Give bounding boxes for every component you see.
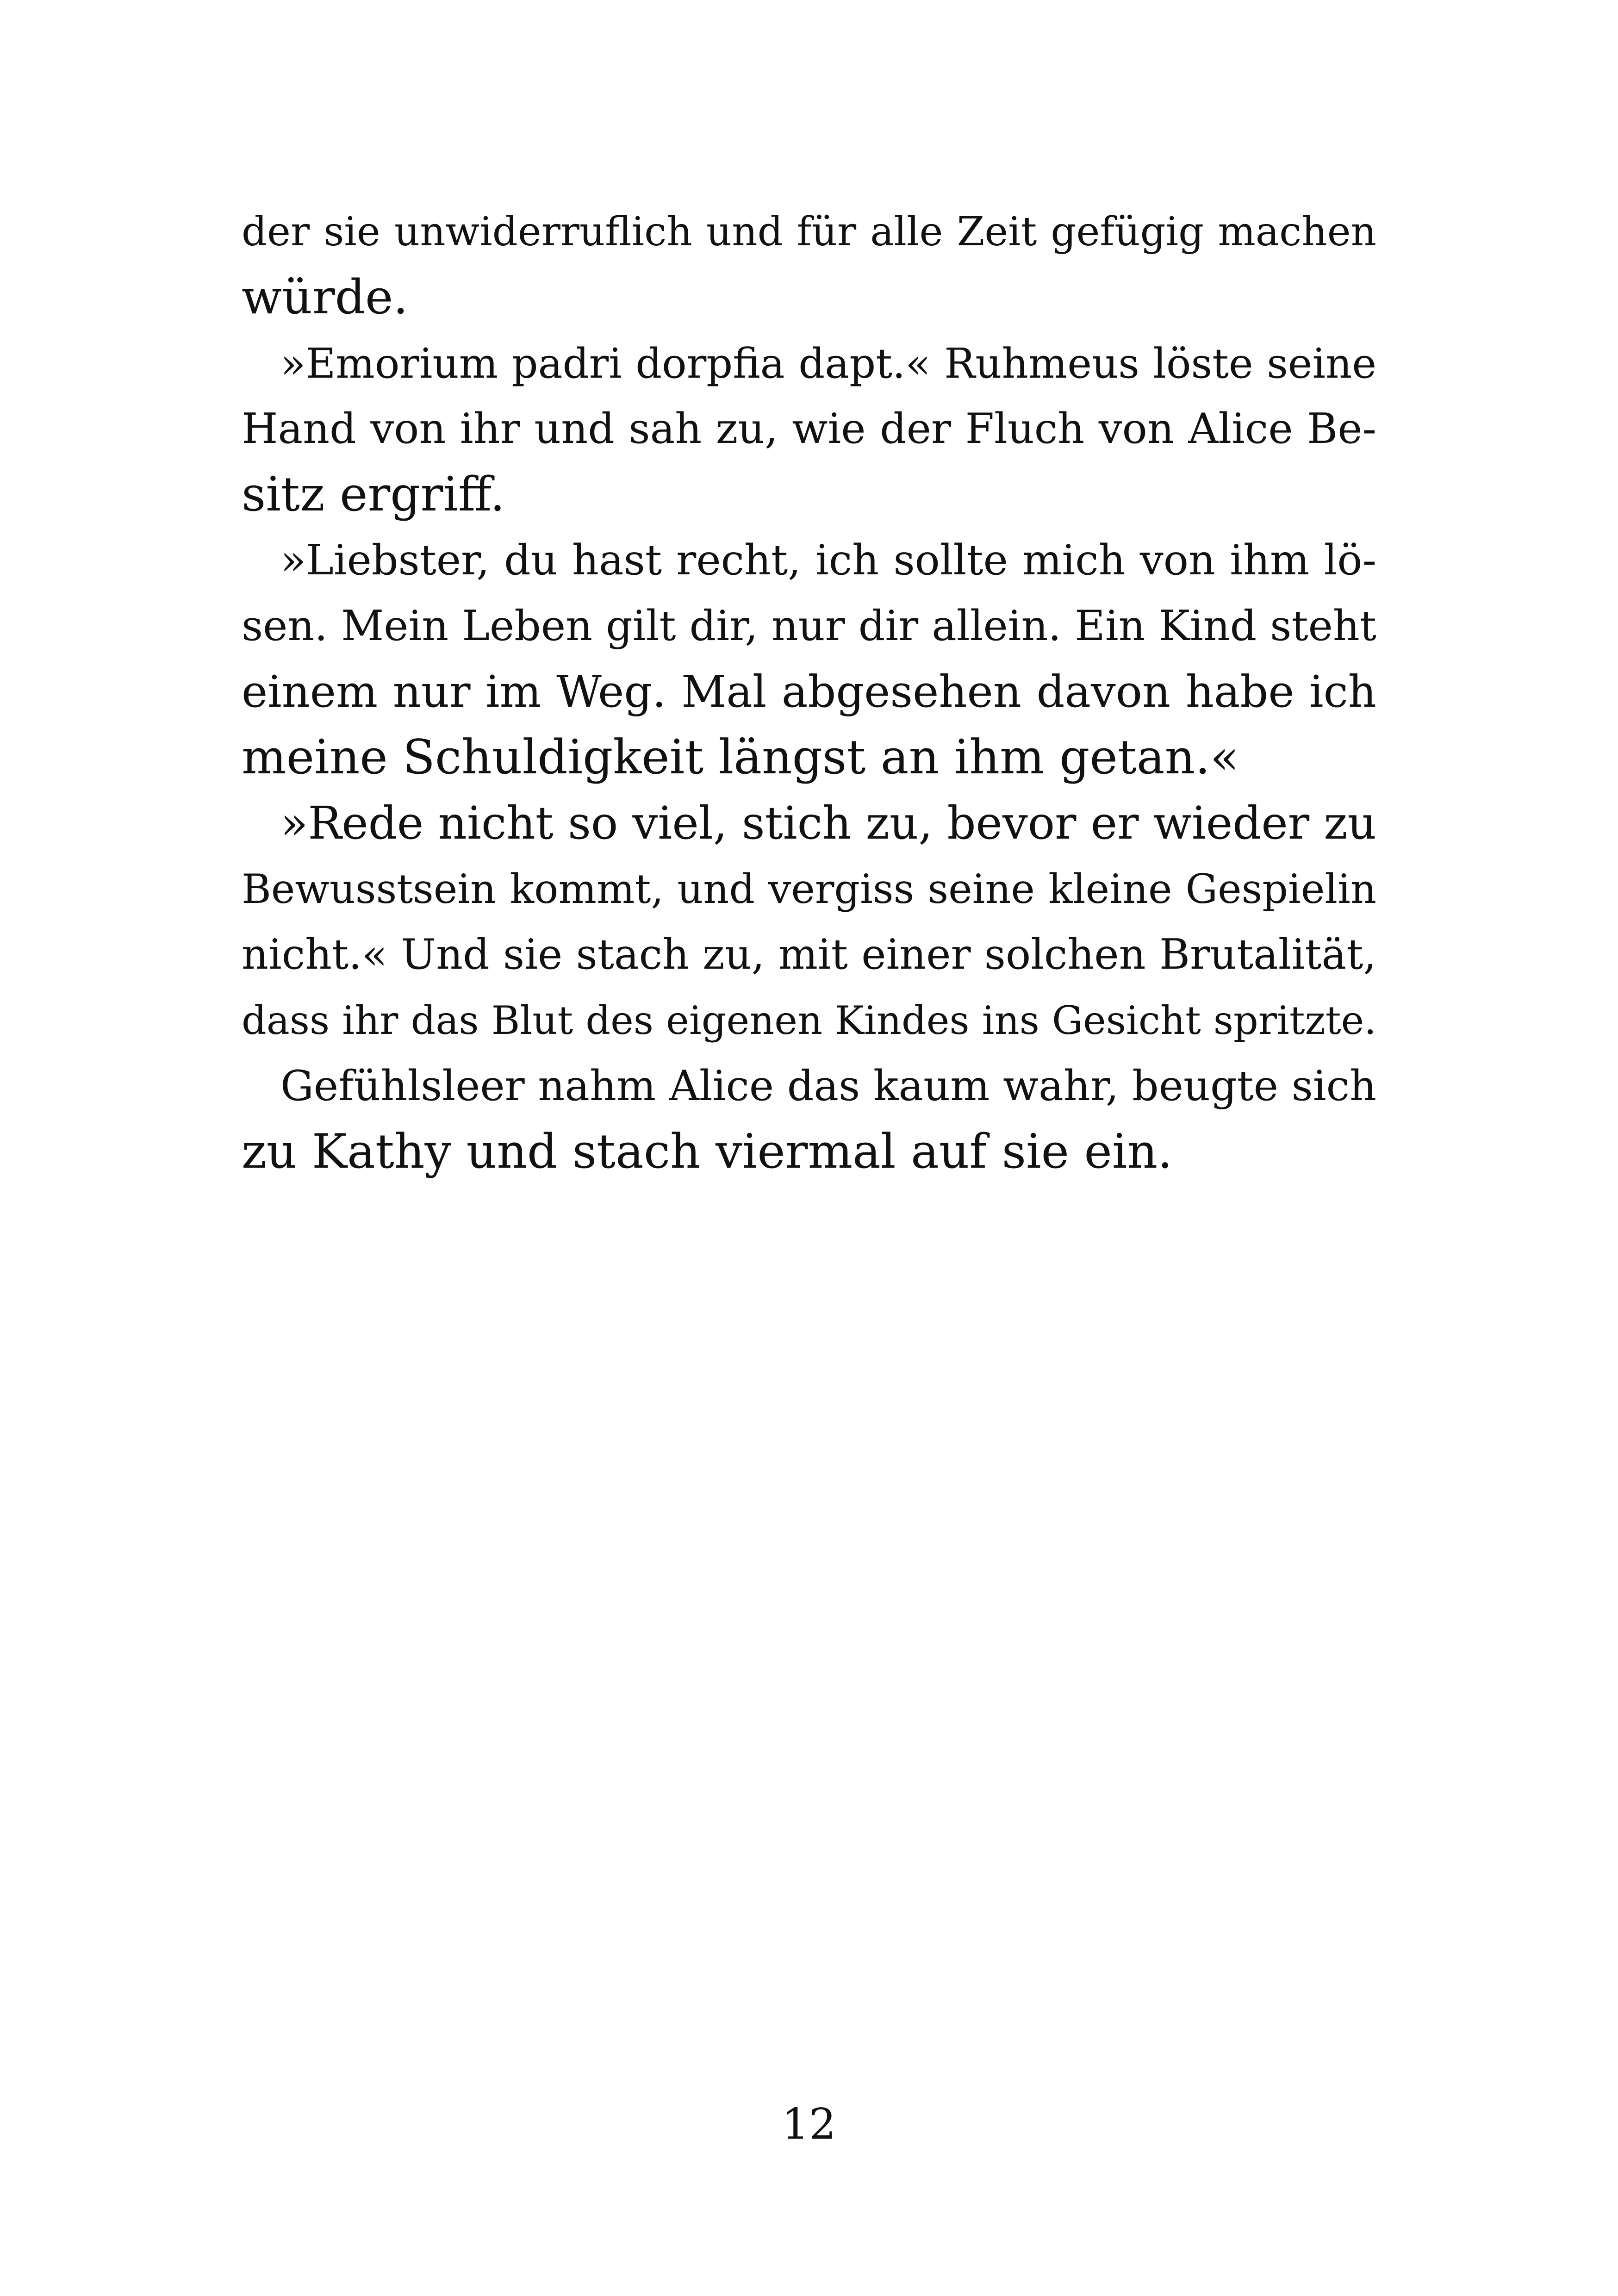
paragraph [242, 1053, 1376, 1185]
text-line: der sie unwiderruflich und für alle Zeit gefügig machen [242, 209, 1376, 255]
text-line: meine Schuldigkeit längst an ihm getan.« [242, 730, 1239, 785]
text-line: nicht.« Und sie stach zu, mit einer solchen Brutalität, [242, 930, 1376, 979]
text-line: Hand von ihr und sah zu, wie der Fluch von Alice Be- [242, 404, 1376, 453]
paragraph [242, 330, 1376, 528]
text-line: »Emorium padri dorpfia dapt.« Ruhmeus löste seine [280, 339, 1376, 387]
paragraph [242, 199, 1376, 330]
text-line: Gefühlsleer nahm Alice das kaum wahr, beugte sich [280, 1062, 1376, 1110]
text-line: Bewusstsein kommt, und vergiss seine kleine Gespielin [242, 865, 1376, 913]
text-line: zu Kathy und stach viermal auf sie ein. [242, 1124, 1173, 1179]
text-line: sen. Mein Leben gilt dir, nur dir allein. Ein Kind steht [242, 602, 1376, 650]
text-line: einem nur im Weg. Mal abgesehen davon habe ich [242, 666, 1376, 717]
text-line: »Rede nicht so viel, stich zu, bevor er wieder zu [280, 797, 1376, 849]
paragraph [242, 528, 1376, 790]
text-line: würde. [242, 270, 408, 325]
paragraph [242, 790, 1376, 1053]
text-line: dass ihr das Blut des eigenen Kindes ins Gesicht spritzte. [242, 998, 1376, 1043]
body-text [242, 199, 1376, 1185]
text-line: sitz ergriff. [242, 467, 505, 522]
text-line: »Liebster, du hast recht, ich sollte mich von ihm lö- [280, 536, 1376, 585]
page-number: 12 [782, 2099, 836, 2149]
